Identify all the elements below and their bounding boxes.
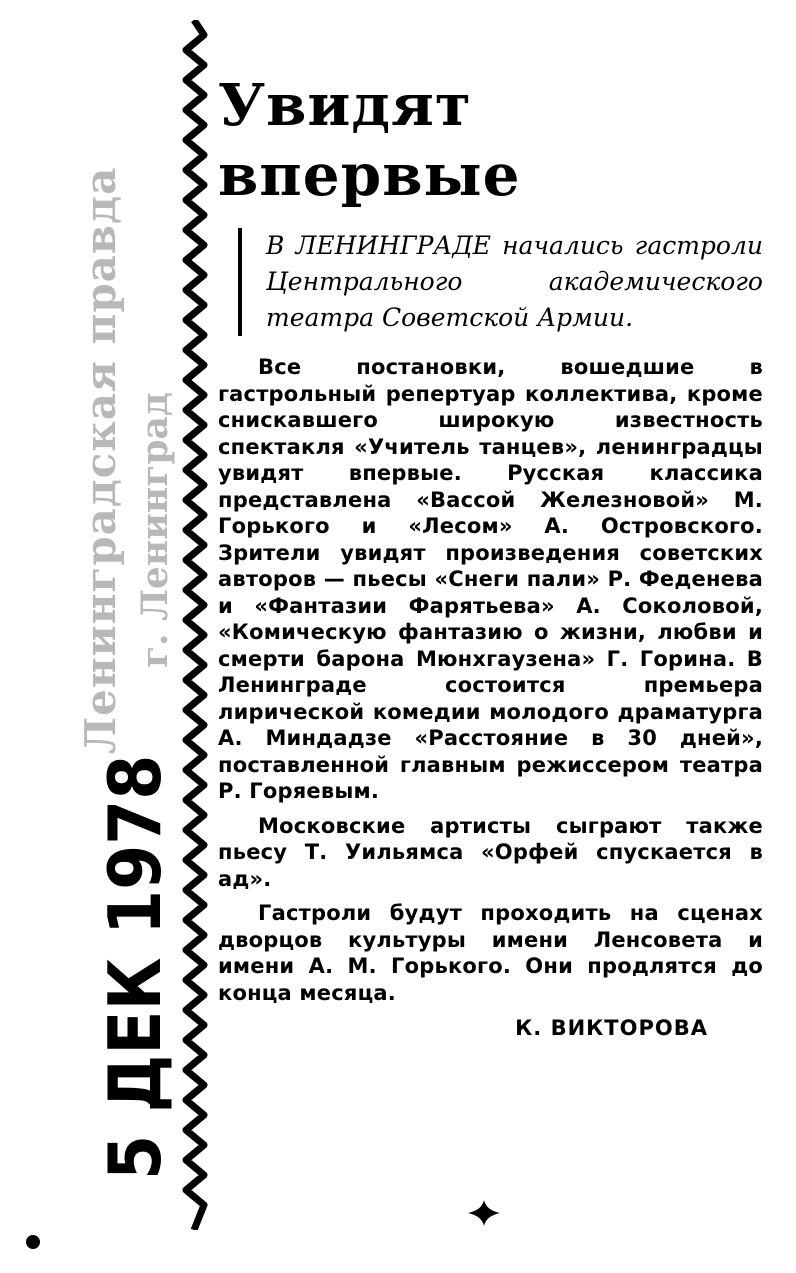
stamp-bullet [26, 1235, 40, 1249]
author-signature: К. ВИКТОРОВА [515, 1016, 708, 1040]
stamp-city: г. Ленинград [134, 392, 176, 668]
lede: В ЛЕНИНГРАДЕ начались гастроли Центрального академического театра Советской Армии. [238, 228, 763, 336]
cut-edge [176, 20, 212, 1230]
paragraph: Все постановки, вошедшие в гастрольный репертуар коллектива, кроме снискавшего широкую известность спектакля «Учитель танцев», ленинградцы увидят впервые. Русская классика представлена «Вассой Железновой» М. Горького и «Лесом» А. Островского. Зрители увидят произведения советских авторов — пьесы «Снеги пали» Р. Феденева и «Фантазии Фарятьева» А. Соколовой, «Комическую фантазию о жизни, любви и смерти барона Мюнхгаузена» Г. Горина. В Ленинграде состоится премьера лирической комедии молодого драматурга А. Миндадзе «Расстояние в 30 дней», поставленной главным режиссером театра Р. Горяевым. [218, 355, 763, 803]
stamp-date: 5 ДЕК 1978 [93, 754, 177, 1180]
paragraph: Московские артисты сыграют также пьесу Т. Уильямса «Орфей спускается в ад». [218, 813, 763, 891]
article-body [218, 354, 763, 1006]
end-ornament-icon [466, 1198, 502, 1228]
paragraph: Гастроли будут проходить на сценах дворцов культуры имени Ленсовета и имени А. М. Горького. Они продлятся до конца месяца. [218, 901, 763, 1005]
article [218, 60, 763, 1040]
newspaper-stamp [20, 120, 180, 1180]
headline: Увидят впервые [218, 71, 521, 209]
stamp-newspaper-name: Ленинградская правда [76, 166, 125, 754]
